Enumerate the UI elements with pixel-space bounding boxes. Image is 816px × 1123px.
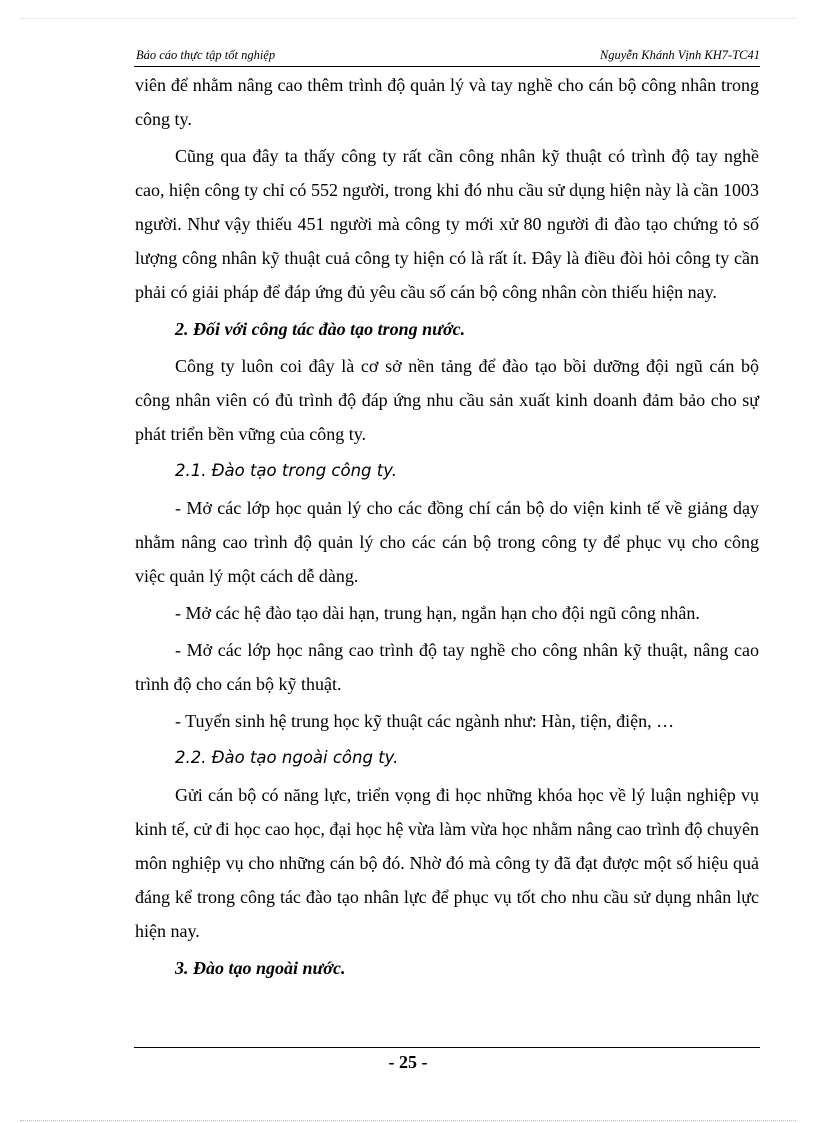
subsection-heading-in-company: 2.1. Đào tạo trong công ty. bbox=[175, 461, 397, 480]
header-report-title: Báo cáo thực tập tốt nghiệp bbox=[136, 48, 276, 62]
page-number: - 25 - bbox=[388, 1052, 428, 1072]
paragraph-outside-training: Gửi cán bộ có năng lực, triển vọng đi học những khóa học về lý luận nghiệp vụ kinh tế, cử đi học cao học, đại học hệ vừa làm vừa học nhằm nâng cao trình độ chuyên môn nghiệp vụ cho những cán bộ đó. Nhờ đó mà công ty đã đạt được một số hiệu quả đáng kể trong công tác đào tạo nhân lực để phục vụ tốt cho nhu cầu sử dụng nhân lực hiện nay. bbox=[135, 785, 759, 941]
footer-divider bbox=[134, 1047, 760, 1048]
page-header bbox=[134, 48, 760, 68]
list-item-enrollment: - Tuyển sinh hệ trung học kỹ thuật các ngành như: Hàn, tiện, điện, … bbox=[175, 711, 675, 731]
document-body bbox=[135, 68, 759, 985]
page-bottom-border bbox=[20, 1120, 796, 1121]
paragraph-domestic-training: Công ty luôn coi đây là cơ sở nền tảng để đào tạo bồi dưỡng đội ngũ cán bộ công nhân viên có đủ trình độ đáp ứng nhu cầu sản xuất kinh doanh đảm bảo cho sự phát triển bền vững của công ty. bbox=[135, 356, 759, 444]
list-item-skill-classes: - Mở các lớp học nâng cao trình độ tay nghề cho công nhân kỹ thuật, nâng cao trình độ cho cán bộ kỹ thuật. bbox=[135, 640, 759, 694]
paragraph-workforce-need: Cũng qua đây ta thấy công ty rất cần công nhân kỹ thuật có trình độ tay nghề cao, hiện công ty chỉ có 552 người, trong khi đó nhu cầu sử dụng hiện này là cần 1003 người. Như vậy thiếu 451 người mà công ty mới xử 80 người đi đào tạo chứng tỏ số lượng công nhân kỹ thuật cuả công ty hiện có là rất ít. Đây là điều đòi hỏi công ty cần phải có giải pháp để đáp ứng đủ yêu cầu số cán bộ công nhân còn thiếu hiện nay. bbox=[135, 146, 759, 302]
section-heading-domestic-training: 2. Đối với công tác đào tạo trong nước. bbox=[175, 319, 466, 339]
paragraph-continuation: viên để nhằm nâng cao thêm trình độ quản lý và tay nghề cho cán bộ công nhân trong công ty. bbox=[135, 75, 759, 129]
header-divider bbox=[134, 66, 760, 67]
list-item-training-programs: - Mở các hệ đào tạo dài hạn, trung hạn, ngắn hạn cho đội ngũ công nhân. bbox=[175, 603, 700, 623]
header-author: Nguyễn Khánh Vịnh KH7-TC41 bbox=[599, 48, 760, 62]
section-heading-overseas-training: 3. Đào tạo ngoài nước. bbox=[175, 958, 346, 978]
page-top-border bbox=[20, 18, 796, 19]
list-item-management-classes: - Mở các lớp học quản lý cho các đồng chí cán bộ do viện kinh tế về giảng dạy nhằm nâng cao trình độ quản lý cho các cán bộ trong công ty để phục vụ cho công việc quản lý một cách dễ dàng. bbox=[135, 498, 759, 586]
subsection-heading-outside-company: 2.2. Đào tạo ngoài công ty. bbox=[175, 748, 399, 767]
